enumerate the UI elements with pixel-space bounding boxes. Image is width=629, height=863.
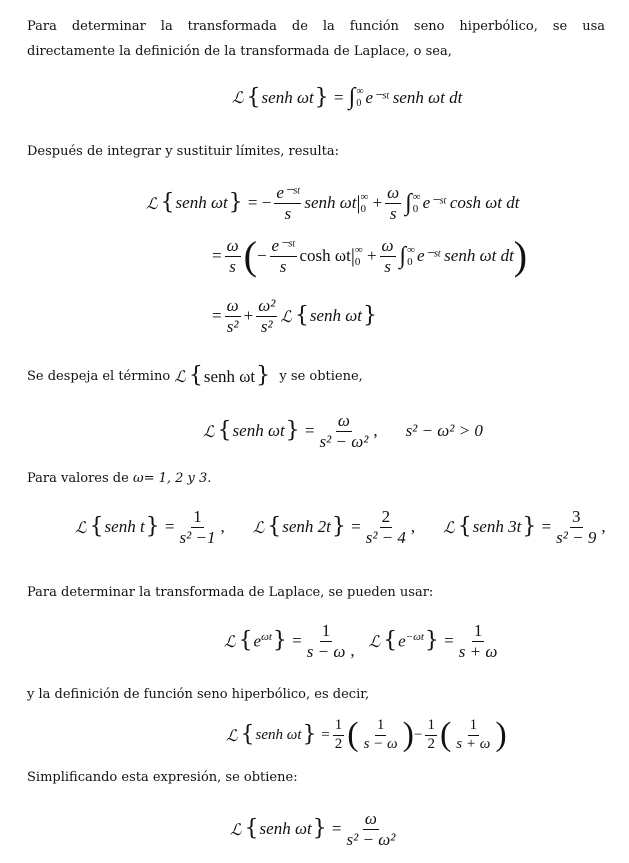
paragraph-intro-line1: Para determinar la transformada de la función seno hiperbólico, se usa [27, 19, 605, 34]
equation-definition: ℒ { senh ωt } = ∫ ∞ 0 e⁻ˢᵗ senh ωt dt [232, 84, 463, 110]
paragraph-simplify: Simplificando esta expresión, se obtiene: [27, 770, 298, 785]
equation-result: ℒ { senh ωt } = $\frac{\omega}{\text{s² − ω²}}$ , s² − ω² > 0 [203, 411, 483, 451]
paragraph-definition: y la definición de función seno hiperbólico, es decir, [27, 687, 370, 702]
paragraph-use: Para determinar la transformada de Laplace, se pueden usar: [27, 585, 434, 600]
paragraph-intro-line2: directamente la definición de la transformada de Laplace, o sea, [27, 44, 452, 59]
equation-examples: ℒ { senh t } = $\frac{1}{\text{s² −1}}$ , ℒ { senh 2t } = $\frac{2}{\text{s² − 4}}$ , ℒ { senh 3t } = $\frac{3}{\text{s² − 9}}$ , [75, 507, 606, 547]
equation-derivation-row3: = $\frac{\omega}{\text{s²}}$ + $\frac{\text{ω²}}{\text{s²}}$ ℒ { senh ωt } [212, 296, 377, 336]
equation-derivation-row2: = $\frac{\omega}{s}$ ( − $\frac{\text{e⁻ˢᵗ}}{s}$ cosh ωt | ∞ 0 + $\frac{\omega}{s}$ ∫ ∞ 0 e⁻ˢᵗ senh ωt dt ) [212, 233, 528, 278]
equation-final: ℒ { senh ωt } = $\frac{\omega}{\text{s² − ω²}}$ [230, 809, 396, 849]
paragraph-integrate: Después de integrar y sustituir límites, resulta: [27, 144, 339, 159]
paragraph-values: Para valores de ω= 1, 2 y 3. [27, 471, 212, 486]
equation-split: ℒ { senh ωt } = $\frac{1}{2}$ ( $\frac{1}{s - \omega}$ ) − $\frac{1}{2}$ ( $\frac{1}{s + \omega}$ ) [226, 716, 507, 754]
equation-exponentials: ℒ { $e^{\omega t}$ } = $\frac{1}{s - \omega}$ , ℒ { $e^{-\omega t}$ } = $\frac{1}{s + \omega}$ [224, 621, 498, 661]
paragraph-solve: Se despeja el término ℒ {senh ωt} y se obtiene, [27, 363, 363, 388]
equation-derivation-row1: ℒ { senh ωt } = − $\frac{\text{e⁻ˢᵗ}}{s}$ senh ωt | ∞ 0 + $\frac{\omega}{s}$ ∫ ∞ 0 e⁻ˢᵗ cosh ωt dt [146, 183, 520, 223]
